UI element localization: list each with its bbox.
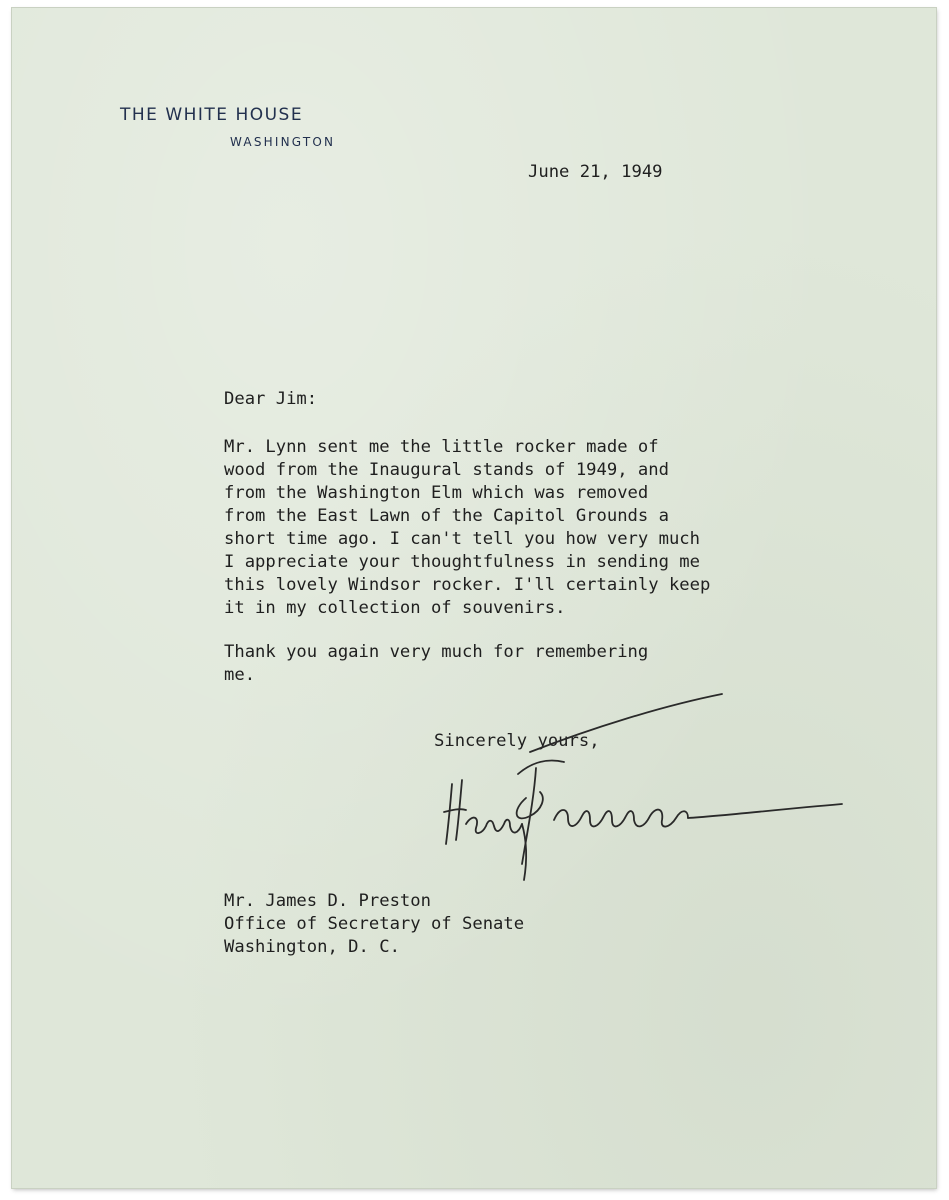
body-line: from the East Lawn of the Capitol Grounds a [224,506,669,526]
salutation: Dear Jim: [224,389,318,409]
recipient-name: Mr. James D. Preston [224,891,431,911]
recipient-office: Office of Secretary of Senate [224,914,525,934]
body-line: Mr. Lynn sent me the little rocker made of [224,437,659,457]
letterhead-city: WASHINGTON [230,135,336,149]
closing-line: Thank you again very much for remembering [224,642,649,662]
complimentary-close: Sincerely yours, [434,731,600,751]
body-line: from the Washington Elm which was removed [224,483,649,503]
body-paragraph [224,436,710,620]
body-line: it in my collection of souvenirs. [224,598,566,618]
body-line: this lovely Windsor rocker. I'll certainly keep [224,575,711,595]
letter-sheet [12,8,936,1188]
recipient-city: Washington, D. C. [224,937,400,957]
body-line: wood from the Inaugural stands of 1949, and [224,460,669,480]
letter-date: June 21, 1949 [528,162,663,182]
body-line: I appreciate your thoughtfulness in sending me [224,552,700,572]
handwritten-signature [422,688,852,888]
body-line: short time ago. I can't tell you how very much [224,529,700,549]
letterhead-title: THE WHITE HOUSE [120,105,304,125]
closing-paragraph [224,641,648,687]
closing-line: me. [224,665,256,685]
recipient-address [224,890,524,959]
